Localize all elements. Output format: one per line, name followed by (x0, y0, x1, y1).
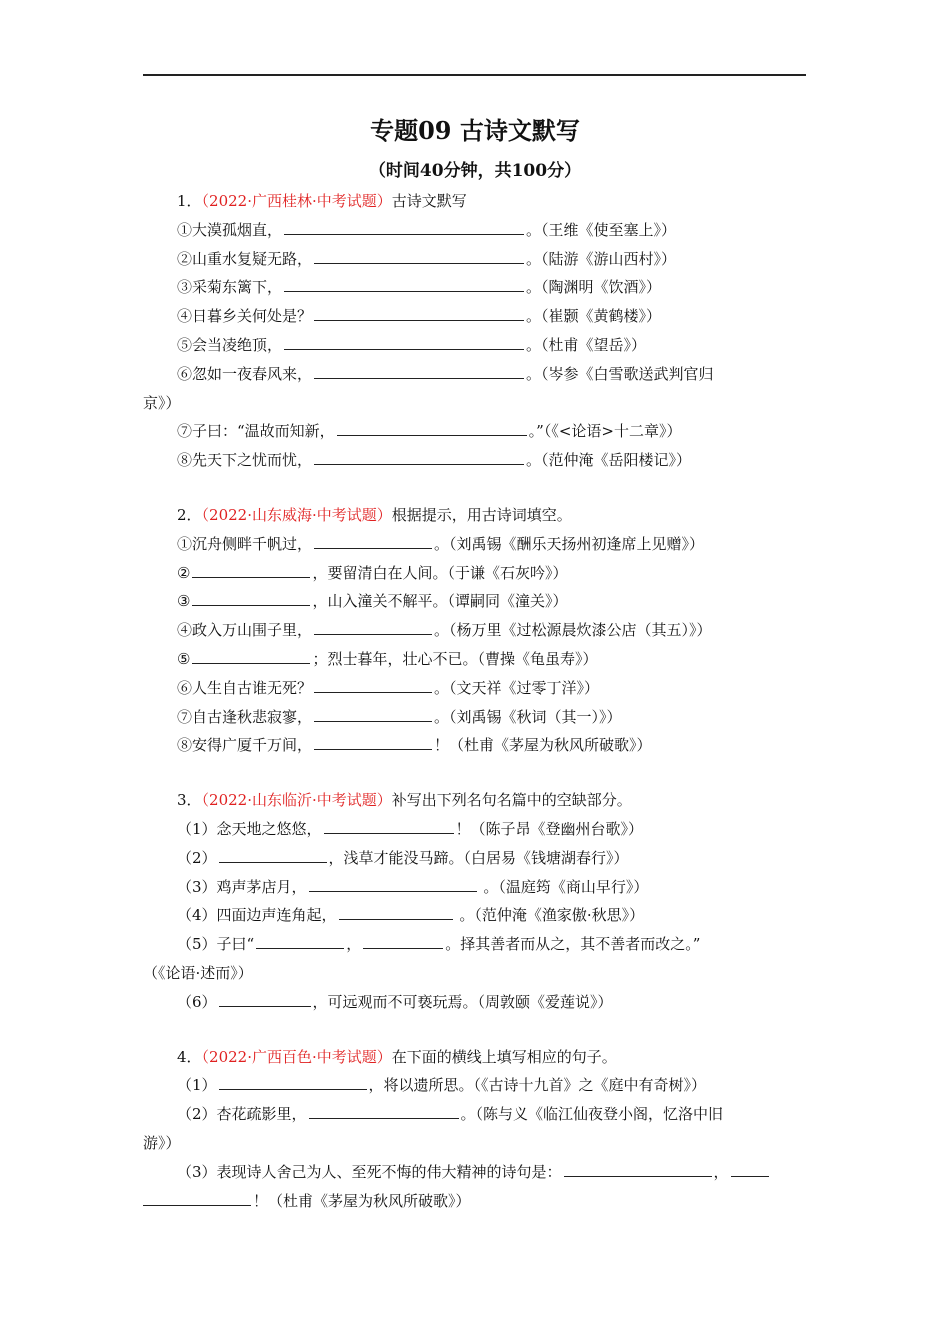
item-text: ①沉舟侧畔千帆过， (177, 534, 313, 553)
item-text: （2）杏花疏影里， (177, 1105, 307, 1124)
question-header (143, 501, 806, 530)
item-text: 。（文天祥《过零丁洋》） (434, 678, 600, 697)
item-text: （1）念天地之悠悠， (177, 819, 322, 838)
item-text: （1） (177, 1076, 217, 1095)
item-continuation (143, 1187, 806, 1216)
answer-blank[interactable] (314, 531, 432, 549)
answer-blank[interactable] (314, 447, 524, 465)
question-item (143, 1100, 806, 1129)
answer-blank[interactable] (284, 274, 524, 292)
item-text: ② (177, 563, 191, 582)
question-1 (143, 187, 806, 475)
item-text: 。（刘禹锡《秋词（其一）》） (434, 707, 622, 726)
question-item (143, 331, 806, 360)
question-item (143, 844, 806, 873)
header-rule (143, 74, 806, 76)
item-text: （6） (177, 992, 217, 1011)
question-item (143, 930, 806, 959)
question-item (143, 417, 806, 446)
item-text: ！（杜甫《茅屋为秋风所破歌》） (434, 736, 652, 755)
question-item (143, 446, 806, 475)
item-text: 。（范仲淹《渔家傲·秋思》） (454, 906, 645, 925)
item-text: ③采菊东篱下， (177, 278, 283, 297)
item-text: 。（陶渊明《饮酒》） (526, 278, 662, 297)
answer-blank[interactable] (339, 902, 453, 920)
item-text: 。（杨万里《过松源晨炊漆公店（其五）》） (434, 621, 712, 640)
item-text: 。（崔颢《黄鹤楼》） (526, 307, 662, 326)
answer-blank[interactable] (314, 675, 432, 693)
item-text: 。（陈与义《临江仙夜登小阁，忆洛中旧 (460, 1105, 724, 1124)
item-text: ；烈士暮年，壮心不已。（曹操《龟虽寿》） (312, 649, 598, 668)
item-text: ⑤会当凌绝顶， (177, 335, 283, 354)
item-text: ⑦子曰：“温故而知新， (177, 422, 335, 441)
answer-blank[interactable] (219, 1072, 367, 1090)
item-continuation: 京》） (143, 393, 181, 412)
item-text: （5）子曰“ (177, 935, 255, 954)
item-text: ，可远观而不可亵玩焉。（周敦颐《爱莲说》） (312, 992, 613, 1011)
answer-blank[interactable] (363, 931, 443, 949)
item-text: （3）鸡声茅店月， (177, 877, 307, 896)
question-item (143, 302, 806, 331)
question-item (143, 645, 806, 674)
answer-blank[interactable] (314, 732, 432, 750)
item-text: ⑤ (177, 649, 191, 668)
question-item (143, 245, 806, 274)
question-item (143, 616, 806, 645)
answer-blank[interactable] (324, 816, 454, 834)
item-continuation: （《论语·述而》） (143, 963, 253, 982)
item-text: ， (346, 935, 362, 954)
question-prompt: 补写出下列名句名篇中的空缺部分。 (391, 791, 632, 810)
question-item (143, 703, 806, 732)
question-number: 1． (177, 192, 202, 210)
answer-blank[interactable] (143, 1188, 251, 1206)
item-text: ⑥人生自古谁无死？ (177, 678, 313, 697)
item-text: ⑥忽如一夜春风来， (177, 364, 313, 383)
item-text: ，要留清白在人间。（于谦《石灰吟》） (312, 563, 568, 582)
item-continuation: 游》） (143, 1133, 181, 1152)
question-number: 3． (177, 791, 202, 810)
answer-blank[interactable] (337, 418, 527, 436)
answer-blank[interactable] (219, 845, 327, 863)
item-text: ！（陈子昂《登幽州台歌》） (455, 819, 644, 838)
question-header (143, 187, 806, 216)
item-text: ⑦自古逢秋悲寂寥， (177, 707, 313, 726)
question-source: （2022·山东威海·中考试题） (201, 505, 392, 524)
answer-blank[interactable] (284, 217, 524, 235)
question-prompt: 在下面的横线上填写相应的句子。 (391, 1047, 617, 1066)
question-source: （2022·山东临沂·中考试题） (201, 791, 392, 810)
question-item (143, 674, 806, 703)
question-prompt: 根据提示，用古诗词填空。 (391, 505, 572, 524)
item-text: ④政入万山围子里， (177, 621, 313, 640)
item-text: ④日暮乡关何处是？ (177, 307, 313, 326)
question-item (143, 273, 806, 302)
page-subtitle: （时间40分钟，共100分） (368, 161, 582, 181)
question-header (143, 1043, 806, 1072)
question-item (143, 587, 806, 616)
item-text: 。”（《<论语>十二章》） (528, 422, 682, 441)
question-list (143, 187, 806, 1215)
item-text: ⑧安得广厦千万间， (177, 736, 313, 755)
answer-blank[interactable] (314, 361, 524, 379)
item-text: ，将以遗所思。（《古诗十九首》之《庭中有奇树》） (368, 1076, 707, 1095)
question-item (143, 815, 806, 844)
item-text: （3）表现诗人舍己为人、至死不悔的伟大精神的诗句是： (177, 1162, 562, 1181)
answer-blank[interactable] (192, 560, 310, 578)
question-item (143, 731, 806, 760)
answer-blank[interactable] (731, 1159, 769, 1177)
item-text: 。（温庭筠《商山早行》） (478, 877, 649, 896)
question-number: 4． (177, 1047, 202, 1066)
question-2 (143, 501, 806, 760)
item-text: 。（范仲淹《岳阳楼记》） (526, 451, 692, 470)
item-text: ①大漠孤烟直， (177, 220, 283, 239)
answer-blank[interactable] (219, 989, 311, 1007)
answer-blank[interactable] (314, 704, 432, 722)
item-text: ，浅草才能没马蹄。（白居易《钱塘湖春行》） (328, 848, 629, 867)
item-text: ，山入潼关不解平。（谭嗣同《潼关》） (312, 592, 568, 611)
item-text: 。（陆游《游山西村》） (526, 249, 677, 268)
item-text: （4）四面边声连角起， (177, 906, 337, 925)
answer-blank[interactable] (309, 1101, 459, 1119)
question-3 (143, 786, 806, 1016)
question-item (143, 360, 806, 389)
item-text: 。（王维《使至塞上》） (526, 220, 677, 239)
item-text: 。择其善者而从之，其不善者而改之。” (445, 935, 701, 954)
answer-blank[interactable] (314, 246, 524, 264)
question-item (143, 530, 806, 559)
answer-blank[interactable] (314, 303, 524, 321)
item-text: （2） (177, 848, 217, 867)
question-4 (143, 1043, 806, 1216)
answer-blank[interactable] (192, 646, 310, 664)
answer-blank[interactable] (309, 874, 477, 892)
answer-blank[interactable] (192, 588, 310, 606)
item-text: 。（刘禹锡《酬乐天扬州初逢席上见赠》） (434, 534, 705, 553)
answer-blank[interactable] (314, 617, 432, 635)
question-item (143, 216, 806, 245)
question-prompt: 古诗文默写 (391, 192, 467, 210)
question-item (143, 559, 806, 588)
question-source: （2022·广西百色·中考试题） (201, 1047, 392, 1066)
question-item (143, 988, 806, 1017)
question-item (143, 1071, 806, 1100)
item-text: ②山重水复疑无路， (177, 249, 313, 268)
question-item (143, 873, 806, 902)
answer-blank[interactable] (256, 931, 344, 949)
question-source: （2022·广西桂林·中考试题） (201, 192, 392, 210)
question-item (143, 901, 806, 930)
item-text: ！（杜甫《茅屋为秋风所破歌》） (253, 1191, 471, 1210)
question-number: 2． (177, 505, 202, 524)
item-text: ， (713, 1162, 729, 1181)
item-text: 。（杜甫《望岳》） (526, 335, 647, 354)
answer-blank[interactable] (284, 332, 524, 350)
item-text: 。（岑参《白雪歌送武判官归 (526, 364, 714, 383)
item-text: ③ (177, 592, 191, 611)
page-title: 专题09 古诗文默写 (370, 116, 580, 145)
answer-blank[interactable] (564, 1159, 712, 1177)
question-item (143, 1158, 806, 1187)
question-header (143, 786, 806, 815)
item-text: ⑧先天下之忧而忧， (177, 451, 313, 470)
